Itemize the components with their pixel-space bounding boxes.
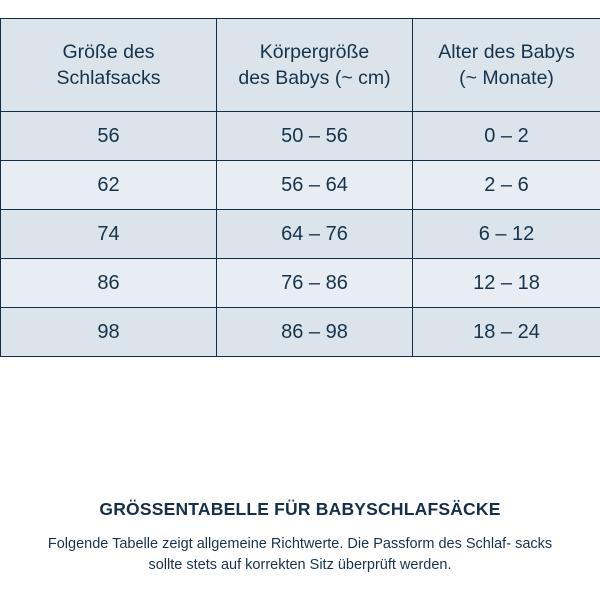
table-row (1, 308, 600, 357)
cell-size: 86 (1, 259, 217, 308)
cell-size: 56 (1, 112, 217, 161)
size-table (0, 18, 600, 357)
cell-age: 2 – 6 (413, 161, 600, 210)
cell-age: 18 – 24 (413, 308, 600, 357)
size-table-container (0, 18, 600, 357)
column-header-line-2: des Babys (~ cm) (238, 67, 391, 89)
table-body (1, 112, 600, 357)
caption-text-line-2: sacks sollte stets auf korrekten Sitz überprüft werden. (148, 536, 553, 573)
column-header-line-2: (~ Monate) (459, 67, 554, 89)
table-row (1, 161, 600, 210)
table-header-row (1, 19, 600, 112)
cell-body-height: 56 – 64 (217, 161, 413, 210)
column-header-sleeping-bag-size (1, 19, 217, 112)
column-header-line-2: Schlafsacks (56, 67, 161, 89)
column-header-baby-age (413, 19, 600, 112)
column-header-line-1: Größe des (62, 41, 155, 63)
caption-title: GRÖSSENTABELLE FÜR BABYSCHLAFSÄCKE (99, 499, 501, 519)
cell-body-height: 76 – 86 (217, 259, 413, 308)
cell-age: 12 – 18 (413, 259, 600, 308)
cell-body-height: 64 – 76 (217, 210, 413, 259)
cell-size: 74 (1, 210, 217, 259)
cell-body-height: 50 – 56 (217, 112, 413, 161)
cell-size: 62 (1, 161, 217, 210)
table-header (1, 19, 600, 112)
table-row (1, 210, 600, 259)
table-row (1, 112, 600, 161)
cell-size: 98 (1, 308, 217, 357)
table-row (1, 259, 600, 308)
column-header-line-1: Alter des Babys (438, 41, 575, 63)
column-header-line-1: Körpergröße (259, 41, 370, 63)
cell-age: 0 – 2 (413, 112, 600, 161)
cell-body-height: 86 – 98 (217, 308, 413, 357)
caption-block (0, 498, 600, 576)
cell-age: 6 – 12 (413, 210, 600, 259)
caption-text-line-1: Folgende Tabelle zeigt allgemeine Richtwerte. Die Passform des Schlaf- (47, 536, 512, 552)
caption-text (35, 534, 565, 576)
column-header-body-height (217, 19, 413, 112)
